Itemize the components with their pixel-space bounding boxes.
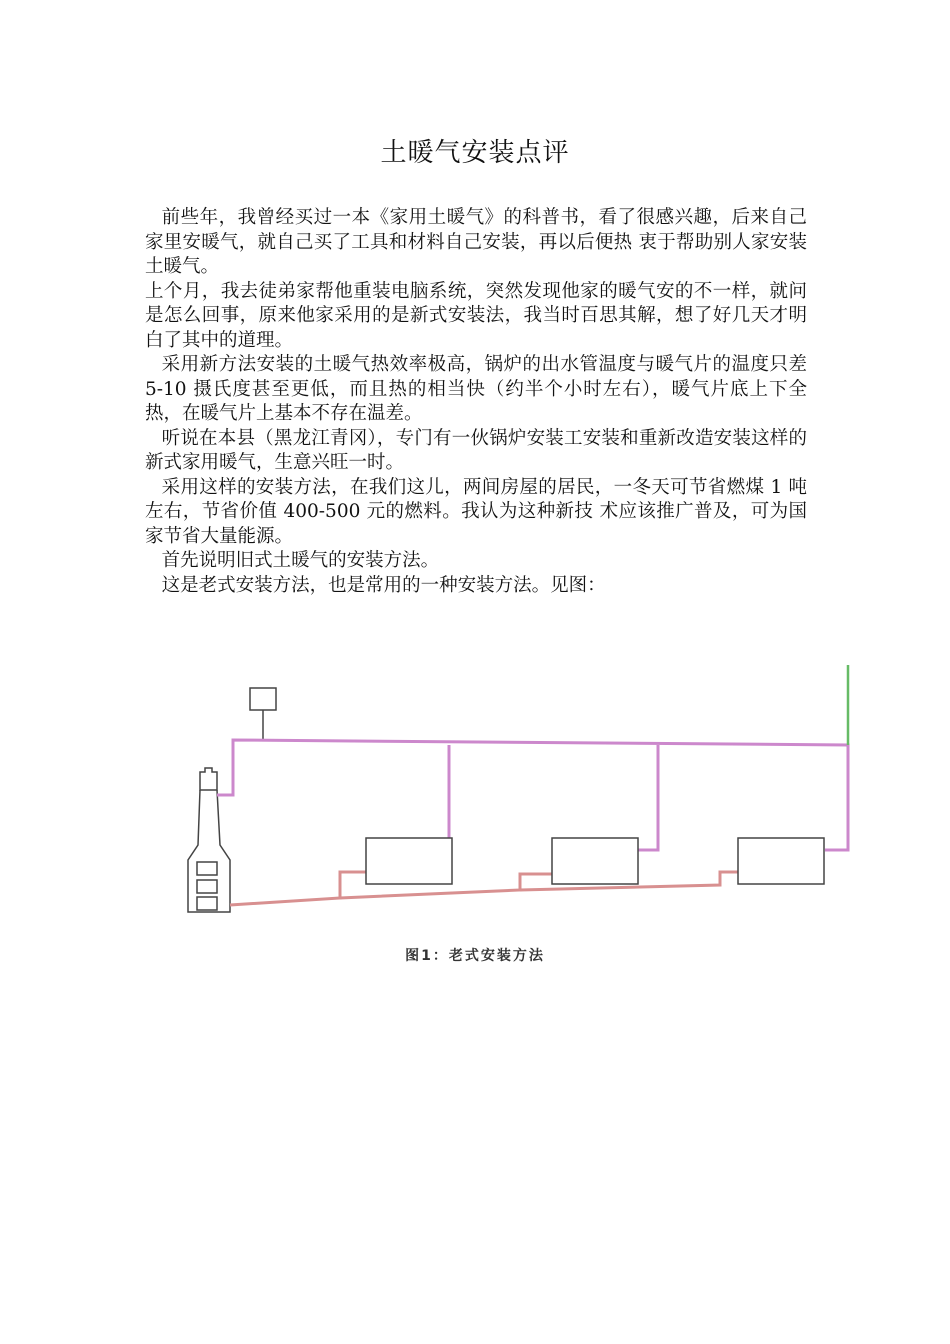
paragraph: 上个月，我去徒弟家帮他重装电脑系统，突然发现他家的暖气安的不一样，就问是怎么回事，原来他家采用的是新式安装法，我当时百思其解，想了好几天才明白了其中的道理。: [145, 280, 807, 351]
paragraph: 这是老式安装方法，也是常用的一种安装方法。见图：: [161, 574, 606, 596]
paragraph: 采用新方法安装的土暖气热效率极高，锅炉的出水管温度与暖气片的温度只差 5-10 摄氏度甚至更低，而且热的相当快（约半个小时左右），暖气片底上下全热，在暖气片上基本不存在温差。: [145, 354, 807, 424]
boiler-door-top: [197, 862, 217, 875]
radiator-3: [738, 838, 824, 884]
paragraph: 首先说明旧式土暖气的安装方法。: [161, 550, 440, 571]
boiler-door-middle: [197, 880, 217, 893]
boiler-door-bottom: [197, 897, 217, 910]
expansion-tank: [250, 688, 276, 740]
return-line-radiator-1: [230, 872, 366, 905]
supply-drop-radiator-2: [637, 745, 658, 850]
paragraph: 采用这样的安装方法，在我们这儿，两间房屋的居民，一冬天可节省燃煤 1 吨左右，节省价值 400-500 元的燃料。我认为这种新技 术应该推广普及，可为国家节省大量能源。: [145, 476, 807, 547]
radiators: [366, 838, 824, 884]
document-body: [145, 206, 807, 598]
chimney-top: [200, 768, 217, 790]
radiator-2: [552, 838, 638, 884]
expansion-tank-box: [250, 688, 276, 710]
heating-installation-diagram: [180, 660, 860, 980]
supply-main-line: [217, 740, 848, 850]
return-pipe: [230, 872, 738, 905]
supply-pipe: [217, 740, 848, 850]
supply-drop-radiator-1: [449, 745, 452, 850]
boiler: [188, 768, 230, 912]
radiator-1: [366, 838, 452, 884]
paragraph: 前些年，我曾经买过一本《家用土暖气》的科普书，看了很感兴趣，后来自己家里安暖气，就自己买了工具和材料自己安装，再以后便热 衷于帮助别人家安装土暖气。: [145, 207, 807, 277]
paragraph: 听说在本县（黑龙江青冈），专门有一伙锅炉安装工安装和重新改造安装这样的新式家用暖气，生意兴旺一时。: [145, 427, 807, 473]
document-title: 土暖气安装点评: [380, 138, 570, 168]
figure-caption: 图1：老式安装方法: [405, 948, 545, 964]
